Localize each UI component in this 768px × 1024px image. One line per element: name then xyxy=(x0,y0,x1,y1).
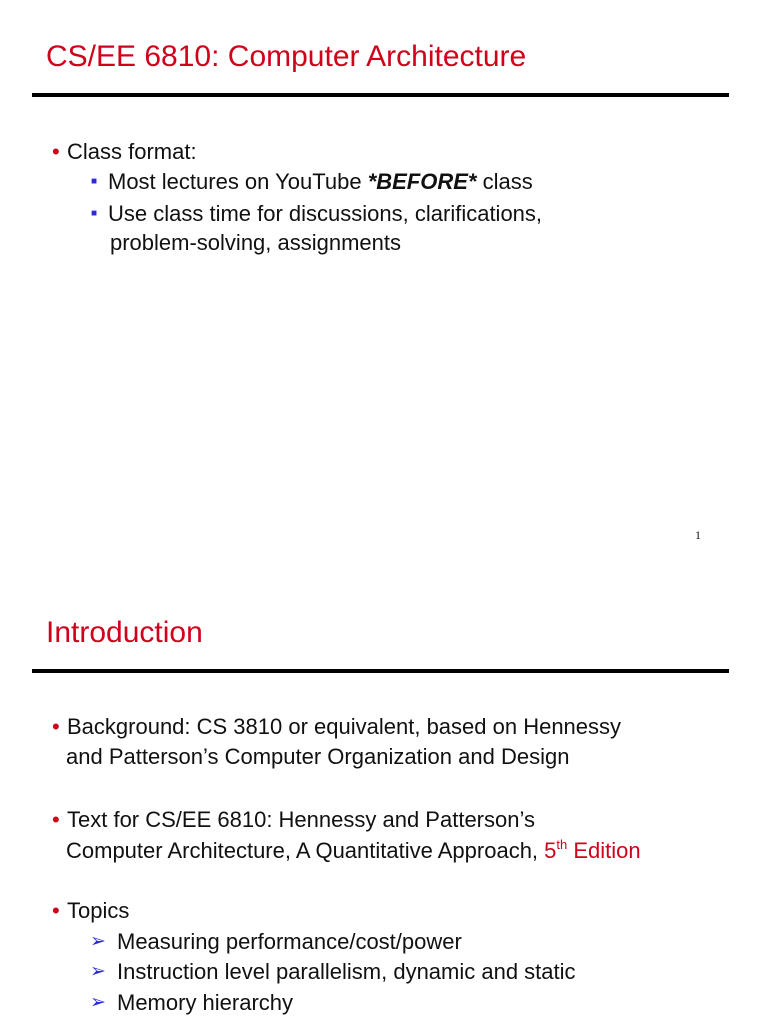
bullet-icon: • xyxy=(52,714,60,739)
title-rule xyxy=(32,93,729,97)
square-bullet-icon: ■ xyxy=(91,208,98,219)
slide-2 xyxy=(0,576,768,1024)
lectures-item xyxy=(108,167,533,197)
square-bullet-icon: ■ xyxy=(91,176,98,187)
text-item-cont xyxy=(66,836,641,866)
edition-word: Edition xyxy=(567,838,641,863)
text-item: Text for CS/EE 6810: Hennessy and Patterson’s xyxy=(67,807,535,832)
text-item-cont-text: Computer Architecture, A Quantitative Approach, xyxy=(66,838,545,863)
page-number: 1 xyxy=(695,528,701,542)
edition-number: 5 xyxy=(544,838,557,863)
topic-text: Instruction level parallelism, dynamic and static xyxy=(117,959,576,984)
edition xyxy=(544,838,640,863)
class-time-item-cont: problem-solving, assignments xyxy=(110,230,402,255)
slide-title: CS/EE 6810: Computer Architecture xyxy=(46,40,527,73)
arrow-bullet-icon: ➢ xyxy=(90,931,106,952)
edition-suffix: th xyxy=(556,837,568,852)
class-format-label: Class format: xyxy=(67,139,197,164)
background-item-cont: and Patterson’s Computer Organization and Design xyxy=(66,744,570,769)
slide-title: Introduction xyxy=(46,616,203,649)
bullet-icon: • xyxy=(52,807,60,832)
arrow-bullet-icon: ➢ xyxy=(90,992,106,1013)
lectures-text: Most lectures on YouTube xyxy=(108,169,368,194)
before-emphasis: *BEFORE* xyxy=(367,169,477,194)
topic-text: Memory hierarchy xyxy=(117,990,294,1015)
class-time-item: Use class time for discussions, clarifications, xyxy=(108,201,543,226)
bullet-icon: • xyxy=(52,898,60,923)
topic-text: Measuring performance/cost/power xyxy=(117,929,462,954)
lectures-text-end: class xyxy=(476,169,533,194)
bullet-icon: • xyxy=(52,139,60,164)
topics-label: Topics xyxy=(67,898,130,923)
title-rule xyxy=(32,669,729,673)
background-item: Background: CS 3810 or equivalent, based on Hennessy xyxy=(67,714,622,739)
arrow-bullet-icon: ➢ xyxy=(90,961,106,982)
